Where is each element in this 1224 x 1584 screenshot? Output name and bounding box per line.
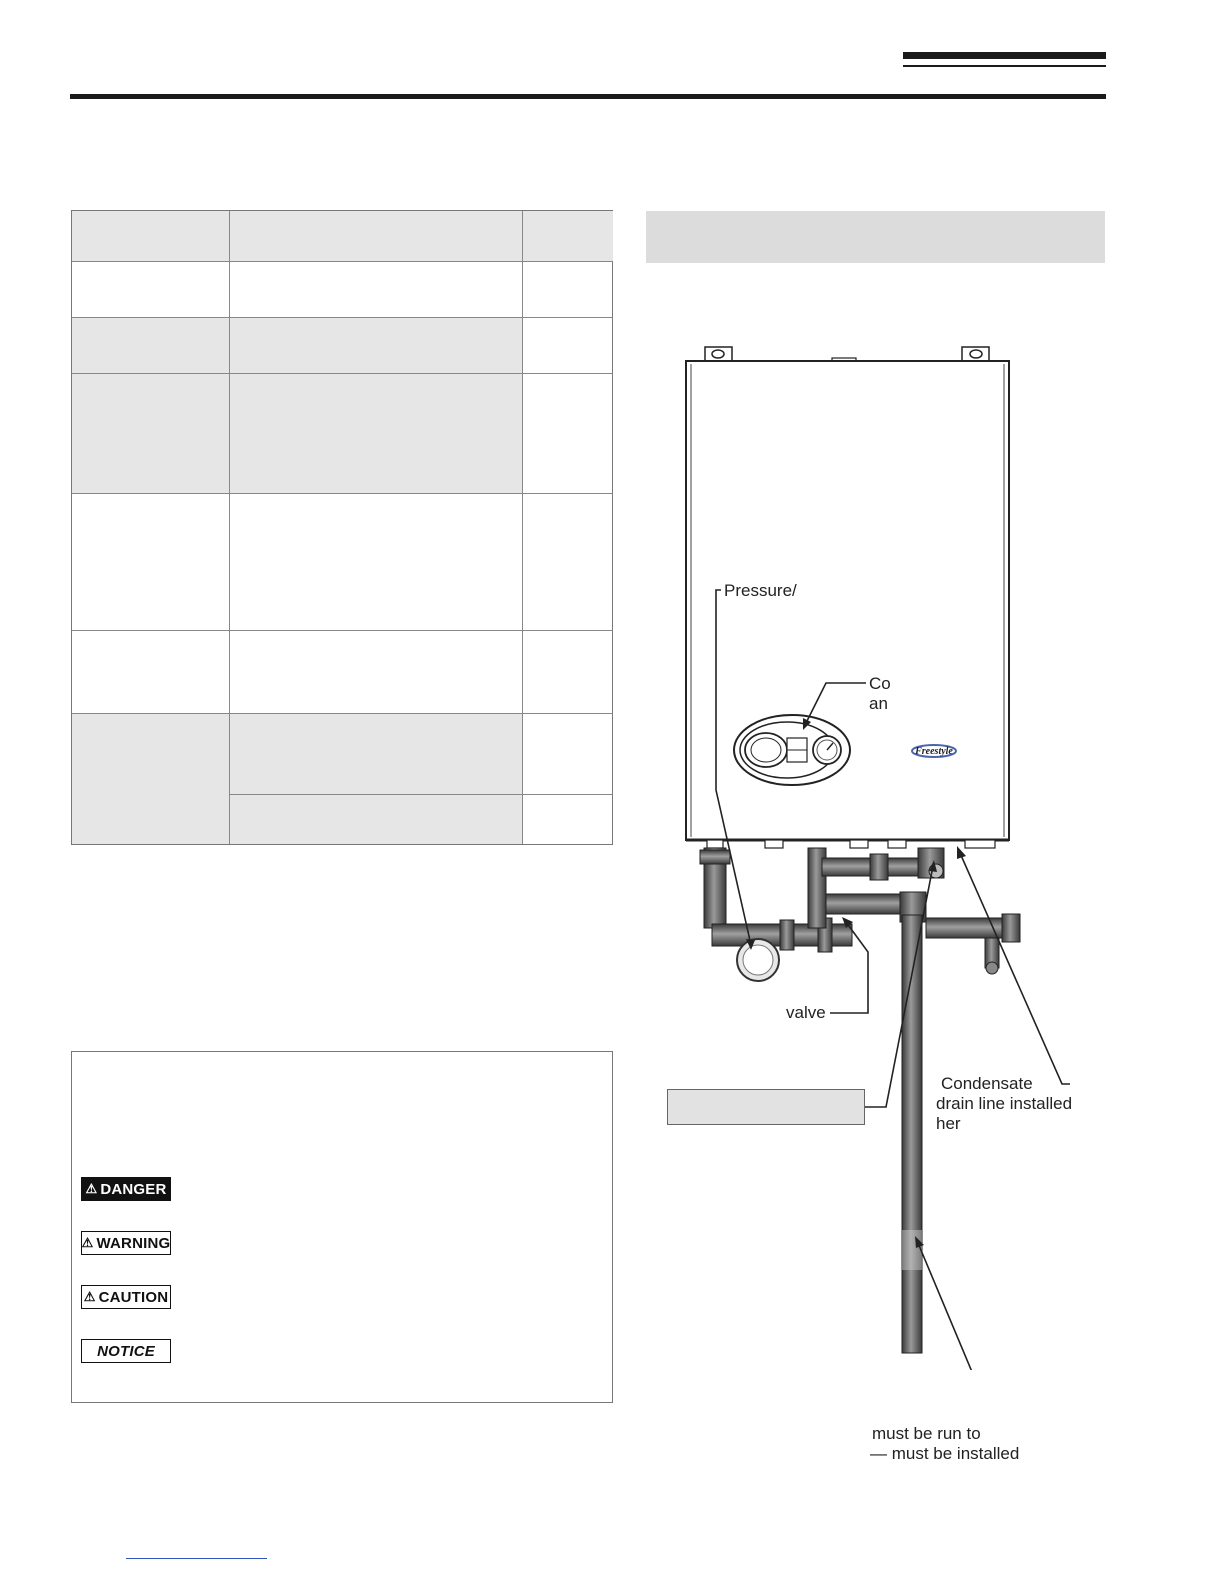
footer-link-underline[interactable] bbox=[126, 1558, 267, 1559]
header-thin-rule bbox=[903, 65, 1106, 67]
table-cell bbox=[230, 795, 523, 844]
control-panel bbox=[734, 715, 850, 785]
table-cell bbox=[523, 262, 613, 318]
table-header-cell bbox=[72, 211, 230, 262]
drain-pipe bbox=[902, 915, 922, 1353]
condensate-label-line3: her bbox=[936, 1114, 961, 1133]
table-cell bbox=[523, 374, 613, 494]
drain-run-label-line1: must be run to bbox=[872, 1424, 981, 1443]
table-cell bbox=[72, 714, 230, 844]
drain-run-label-line2: — must be installed bbox=[870, 1444, 1020, 1463]
table-cell bbox=[72, 262, 230, 318]
table-cell bbox=[523, 631, 613, 714]
table-header-cell bbox=[523, 211, 613, 262]
warning-triangle-icon: ⚠ bbox=[81, 1235, 94, 1250]
table-cell bbox=[523, 714, 613, 795]
pressure-gauge-label: Pressure/ bbox=[724, 581, 797, 600]
table-cell bbox=[523, 494, 613, 631]
table-cell bbox=[230, 631, 523, 714]
notice-signal-word: NOTICE bbox=[81, 1339, 171, 1363]
table-cell bbox=[230, 374, 523, 494]
table-cell bbox=[72, 494, 230, 631]
valve-label: valve bbox=[786, 1003, 826, 1022]
danger-signal-word: ⚠ DANGER bbox=[81, 1177, 171, 1201]
caution-signal-word: ⚠ CAUTION bbox=[81, 1285, 171, 1309]
table-cell bbox=[523, 318, 613, 374]
table-header-cell bbox=[230, 211, 523, 262]
condensate-label-line2: drain line installed bbox=[936, 1094, 1073, 1113]
table-cell bbox=[230, 714, 523, 795]
callout-label-box bbox=[667, 1089, 865, 1125]
table-cell bbox=[230, 318, 523, 374]
page-top-rule bbox=[70, 94, 1106, 99]
control-panel-label-line1: Co bbox=[869, 674, 891, 693]
section-header-band bbox=[646, 211, 1105, 263]
warning-triangle-icon: ⚠ bbox=[83, 1289, 96, 1304]
table-cell bbox=[72, 374, 230, 494]
specification-table bbox=[71, 210, 613, 845]
boiler-installation-diagram bbox=[640, 340, 1110, 1370]
table-cell bbox=[72, 318, 230, 374]
table-cell bbox=[72, 631, 230, 714]
svg-text:Freestyle: Freestyle bbox=[915, 746, 953, 757]
table-cell bbox=[523, 795, 613, 844]
freestyle-logo bbox=[912, 745, 956, 757]
table-cell bbox=[230, 494, 523, 631]
control-panel-label-line2: an bbox=[869, 694, 888, 713]
condensate-label-line1: Condensate bbox=[941, 1074, 1033, 1093]
warning-signal-word: ⚠ WARNING bbox=[81, 1231, 171, 1255]
header-thick-rule bbox=[903, 52, 1106, 59]
table-cell bbox=[230, 262, 523, 318]
warning-triangle-icon: ⚠ bbox=[85, 1181, 98, 1196]
